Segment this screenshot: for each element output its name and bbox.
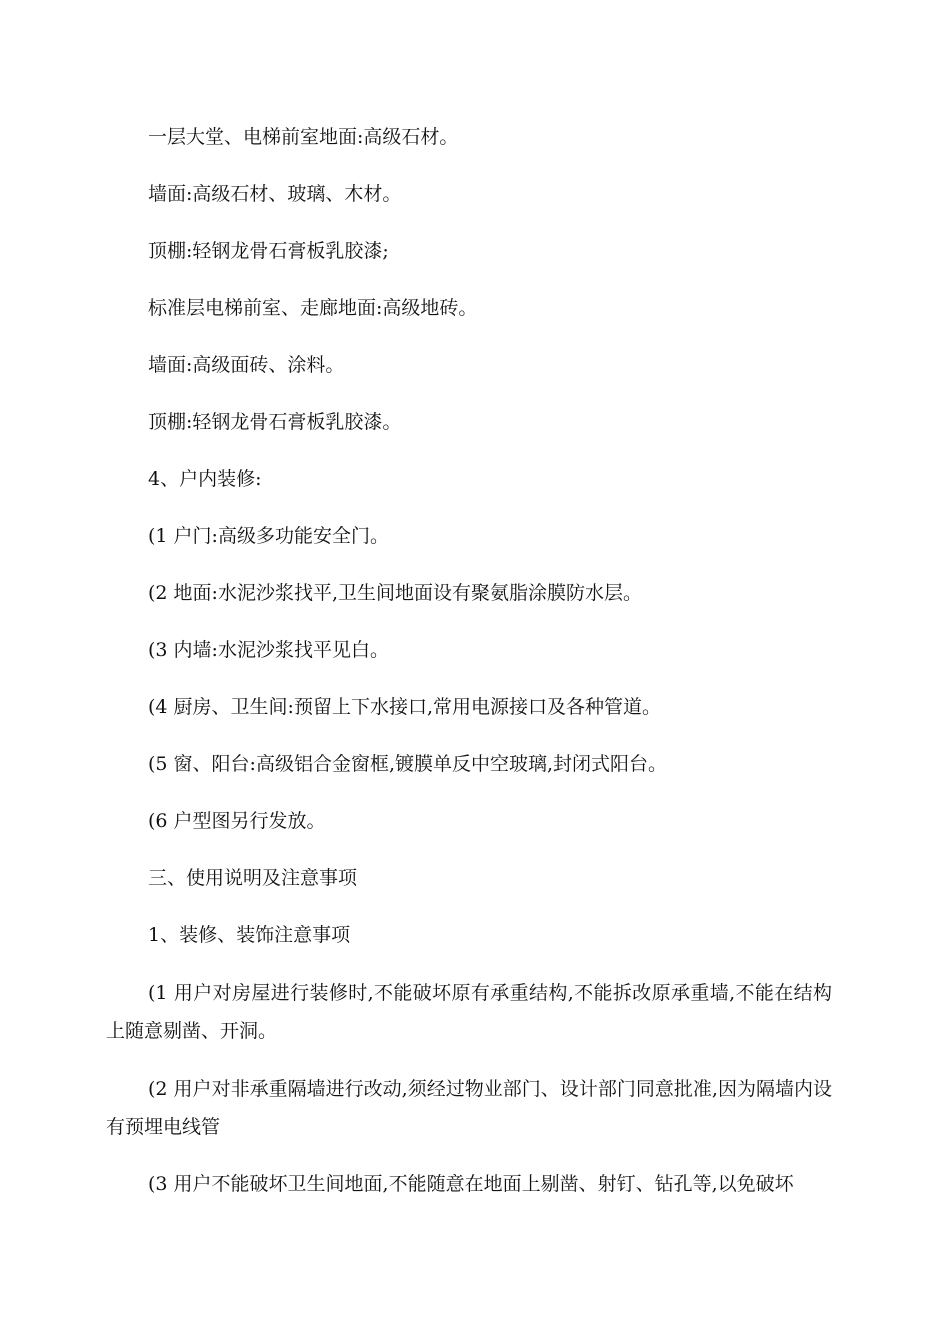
text-line-standard-ceiling: 顶棚:轻钢龙骨石膏板乳胶漆。 (148, 411, 402, 433)
text-line-lobby-ceiling: 顶棚:轻钢龙骨石膏板乳胶漆; (148, 240, 389, 262)
paragraph-load-bearing: (1 用户对房屋进行装修时,不能破坏原有承重结构,不能拆改原承重墙,不能在结构上随意剔凿、开洞。 (106, 982, 832, 1042)
subsection-heading-decoration: 1、装修、装饰注意事项 (148, 924, 351, 946)
section-heading-interior: 4、户内装修: (148, 468, 262, 490)
text-line-standard-wall: 墙面:高级面砖、涂料。 (148, 354, 345, 376)
paragraph-partition-wall: (2 用户对非承重隔墙进行改动,须经过物业部门、设计部门同意批准,因为隔墙内设有预埋电线管 (106, 1078, 832, 1138)
text-line-lobby-wall: 墙面:高级石材、玻璃、木材。 (148, 183, 402, 205)
text-line-standard-floor: 标准层电梯前室、走廊地面:高级地砖。 (148, 297, 478, 319)
list-item-floor-plan: (6 户型图另行发放。 (148, 810, 326, 832)
list-item-inner-wall: (3 内墙:水泥沙浆找平见白。 (148, 639, 389, 661)
paragraph-bathroom-floor: (3 用户不能破坏卫生间地面,不能随意在地面上剔凿、射钉、钻孔等,以免破坏 (148, 1173, 794, 1195)
list-item-kitchen-bath: (4 厨房、卫生间:预留上下水接口,常用电源接口及各种管道。 (148, 696, 661, 718)
text-line-lobby-floor: 一层大堂、电梯前室地面:高级石材。 (148, 126, 459, 148)
list-item-floor: (2 地面:水泥沙浆找平,卫生间地面设有聚氨脂涂膜防水层。 (148, 582, 642, 604)
list-item-door: (1 户门:高级多功能安全门。 (148, 525, 389, 547)
section-heading-usage: 三、使用说明及注意事项 (148, 867, 358, 889)
list-item-window-balcony: (5 窗、阳台:高级铝合金窗框,镀膜单反中空玻璃,封闭式阳台。 (148, 753, 668, 775)
